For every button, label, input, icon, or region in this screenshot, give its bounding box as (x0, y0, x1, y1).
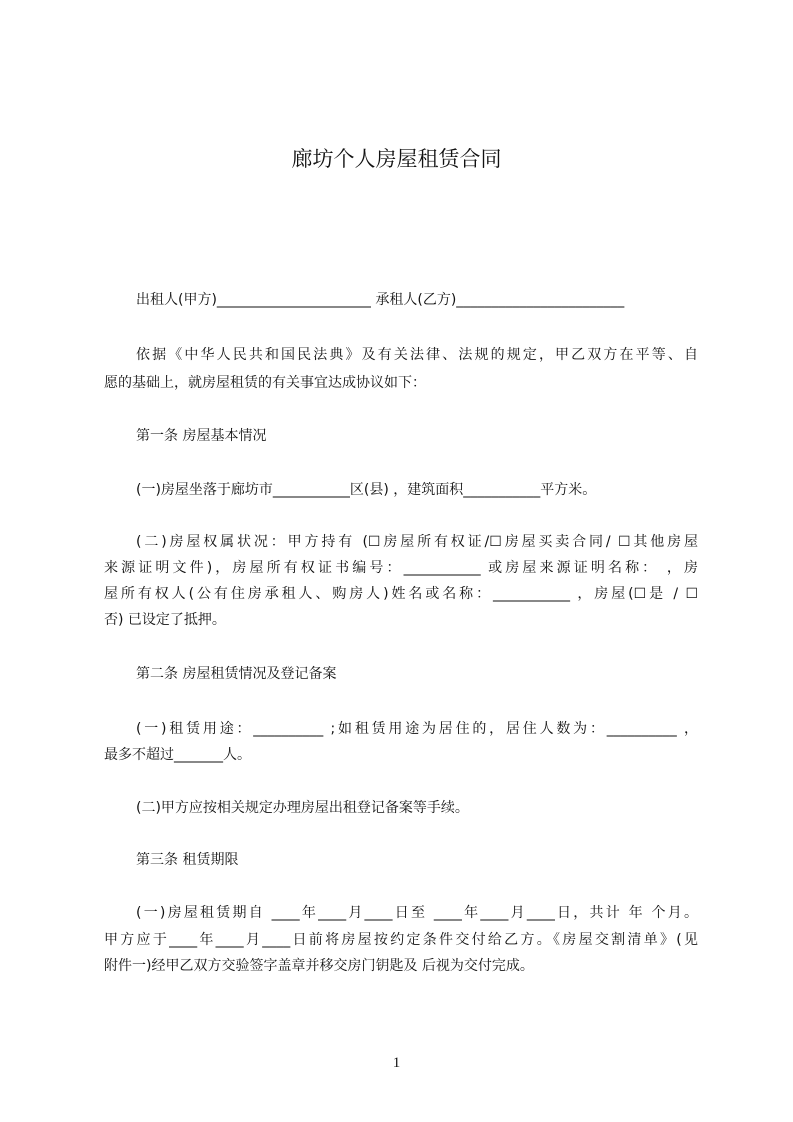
parties-line: 出租人(甲方)______________________ 承租人(乙方)________________________ (136, 292, 625, 308)
article-1-heading: 第一条 房屋基本情况 (136, 428, 267, 444)
article-1-item-2-line-2: 来源证明文件)，房屋所有权证书编号：___________ 或房屋来源证明名称： ，房 (104, 560, 698, 576)
article-2-item-1-line-2: 最多不超过_______人。 (104, 747, 251, 763)
document-title: 廊坊个人房屋租赁合同 (291, 147, 502, 171)
preamble-line-1: 依据《中华人民共和国民法典》及有关法律、法规的规定，甲乙双方在平等、自 (136, 347, 698, 363)
article-1-item-2-line-3: 屋所有权人(公有住房承租人、购房人)姓名或名称：___________ ，房屋(☐是 / ☐ (104, 586, 698, 602)
article-1-item-1: (一)房屋坐落于廊坊市___________区(县) ，建筑面积___________平方米。 (136, 482, 597, 498)
article-2-heading: 第二条 房屋租赁情况及登记备案 (136, 666, 337, 682)
page-number: 1 (392, 1055, 401, 1071)
preamble-line-2: 愿的基础上，就房屋租赁的有关事宜达成协议如下： (104, 375, 426, 391)
article-3-heading: 第三条 租赁期限 (136, 852, 239, 868)
article-3-item-1-line-1: (一)房屋租赁期自 ____年____月____日至 ____年____月____日，共计 年 个月。 (136, 905, 698, 921)
article-1-item-2-line-1: (二)房屋权属状况：甲方持有 (☐房屋所有权证/☐房屋买卖合同/ ☐其他房屋 (136, 534, 698, 550)
article-3-item-1-line-3: 附件一)经甲乙双方交验签字盖章并移交房门钥匙及 后视为交付完成。 (104, 958, 534, 974)
article-1-item-2-line-4: 否) 已设定了抵押。 (104, 612, 226, 628)
article-3-item-1-line-2: 甲方应于____年____月____日前将房屋按约定条件交付给乙方。《房屋交割清单》(见 (104, 932, 698, 948)
article-2-item-2: (二)甲方应按相关规定办理房屋出租登记备案等手续。 (136, 800, 469, 816)
article-2-item-1-line-1: (一)租赁用途：__________ ;如租赁用途为居住的，居住人数为：__________ ， (136, 721, 698, 737)
